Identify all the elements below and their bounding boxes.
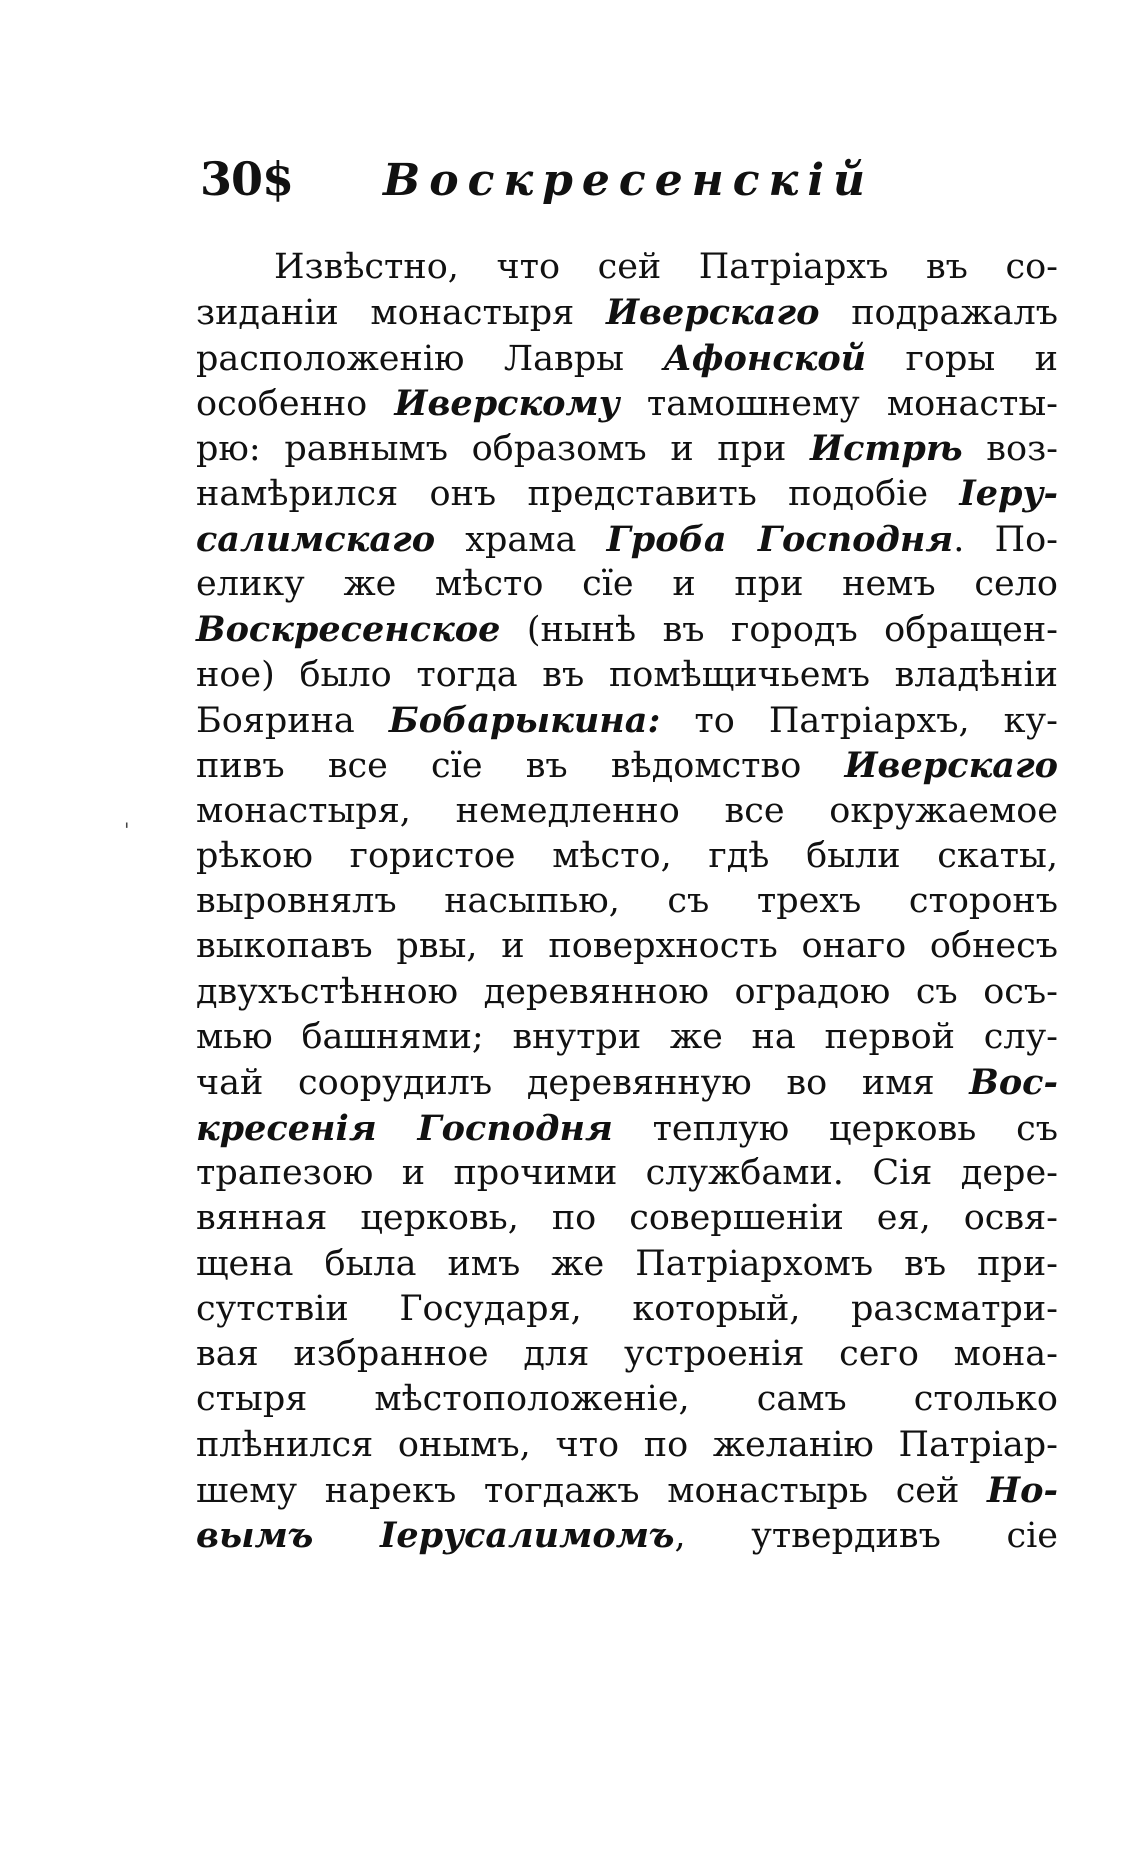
text-line [196, 1242, 1058, 1287]
text-line [196, 336, 1058, 381]
text-segment: ное) было тогда въ помѣщичьемъ владѣніи [196, 654, 1058, 695]
text-line [196, 970, 1058, 1015]
text-line [196, 1106, 1058, 1151]
text-segment: , утвердивъ сіе [674, 1516, 1059, 1557]
running-head: Воскресенскій [383, 155, 875, 206]
italic-segment: Іеру- [959, 473, 1058, 515]
text-segment: подражалъ [819, 293, 1058, 334]
text-line [196, 562, 1058, 607]
text-line [196, 381, 1058, 426]
italic-segment: Истрѣ [810, 428, 963, 470]
text-segment: тамошнему монасты- [619, 383, 1059, 424]
text-segment: щена была имъ же Патріархомъ въ при- [196, 1243, 1058, 1284]
text-segment: стыря мѣстоположеніе, самъ столько [196, 1379, 1058, 1420]
text-segment: мью башнями; внутри же на первой слу- [196, 1017, 1058, 1058]
text-line [196, 1151, 1058, 1196]
text-segment: . По- [953, 519, 1058, 560]
text-segment: зиданіи монастыря [196, 293, 606, 334]
text-segment: елику же мѣсто сїе и при немъ село [196, 564, 1058, 605]
text-segment: (нынѣ въ городъ обращен- [500, 610, 1058, 651]
page-header [200, 152, 920, 206]
text-line [196, 471, 1058, 516]
text-segment: особенно [196, 383, 395, 424]
text-line [196, 879, 1058, 924]
text-segment: Извѣстно, что сей Патріархъ въ со- [274, 247, 1058, 287]
text-segment: плѣнился онымъ, что по желанію Патріар- [196, 1424, 1058, 1465]
text-line [196, 924, 1058, 969]
text-line [196, 1423, 1058, 1468]
italic-segment: Воскресенское [196, 609, 501, 651]
italic-segment: Гроба Господня [606, 518, 954, 560]
text-line [196, 1513, 1058, 1558]
text-line [196, 743, 1058, 788]
text-segment: чай соорудилъ деревянную во имя [196, 1063, 970, 1104]
italic-segment: кресенія Господня [196, 1107, 613, 1149]
text-segment: горы и [866, 338, 1058, 379]
text-segment: рю: равнымъ образомъ и при [196, 429, 811, 470]
italic-segment: Бобарыкина: [388, 699, 661, 741]
italic-segment: салимскаго [196, 518, 436, 560]
text-segment: вая избранное для устроенія сего мона- [196, 1334, 1058, 1375]
italic-segment: Афонской [663, 337, 867, 379]
italic-segment: вымъ Іерусалимомъ [196, 1515, 675, 1557]
text-line [196, 245, 1058, 290]
page-number: 30$ [200, 152, 294, 206]
text-segment: шему нарекъ тогдажъ монастырь сей [196, 1471, 988, 1512]
italic-segment: Вос- [969, 1062, 1058, 1104]
text-segment: выровнялъ насыпью, съ трехъ сторонъ [196, 881, 1058, 922]
text-segment: двухъстѣнною деревянною оградою съ осъ- [196, 971, 1058, 1012]
text-segment: расположенію Лавры [196, 338, 664, 379]
italic-segment: Иверскому [394, 382, 620, 424]
italic-segment: Иверскаго [605, 292, 820, 334]
text-line [196, 1287, 1058, 1332]
text-line [196, 1015, 1058, 1060]
text-segment: выкопавъ рвы, и поверхность онаго обнесъ [196, 926, 1058, 967]
text-line [196, 517, 1058, 562]
text-line [196, 1468, 1058, 1513]
text-segment: теплую церковь съ [612, 1108, 1058, 1149]
italic-segment: Иверскаго [844, 745, 1058, 787]
text-segment: вянная церковь, по совершеніи ея, освя- [196, 1198, 1058, 1239]
text-line [196, 1060, 1058, 1105]
text-line [196, 1332, 1058, 1377]
text-segment: намѣрился онъ представить подобіе [196, 474, 960, 515]
text-line [196, 653, 1058, 698]
text-line [196, 607, 1058, 652]
text-line [196, 834, 1058, 879]
text-segment: Боярина [196, 700, 389, 741]
text-segment: сутствіи Государя, который, разсматри- [196, 1288, 1058, 1329]
text-segment: монастыря, немедленно все окружаемое [196, 790, 1058, 831]
text-line [196, 290, 1058, 335]
text-segment: то Патріархъ, ку- [660, 700, 1058, 741]
text-line [196, 698, 1058, 743]
text-line [196, 1377, 1058, 1422]
text-line [196, 1196, 1058, 1241]
text-segment: пивъ все сїе въ вѣдомство [196, 746, 845, 787]
text-segment: храма [435, 519, 607, 560]
text-line [196, 426, 1058, 471]
text-segment: трапезою и прочими службами. Сія дере- [196, 1152, 1058, 1193]
text-line [196, 789, 1058, 834]
body-text [196, 245, 1058, 1559]
text-segment: рѣкою гористое мѣсто, гдѣ были скаты, [196, 835, 1058, 876]
text-segment: воз- [962, 429, 1058, 470]
margin-mark: ' [124, 818, 130, 842]
italic-segment: Но- [987, 1470, 1058, 1512]
